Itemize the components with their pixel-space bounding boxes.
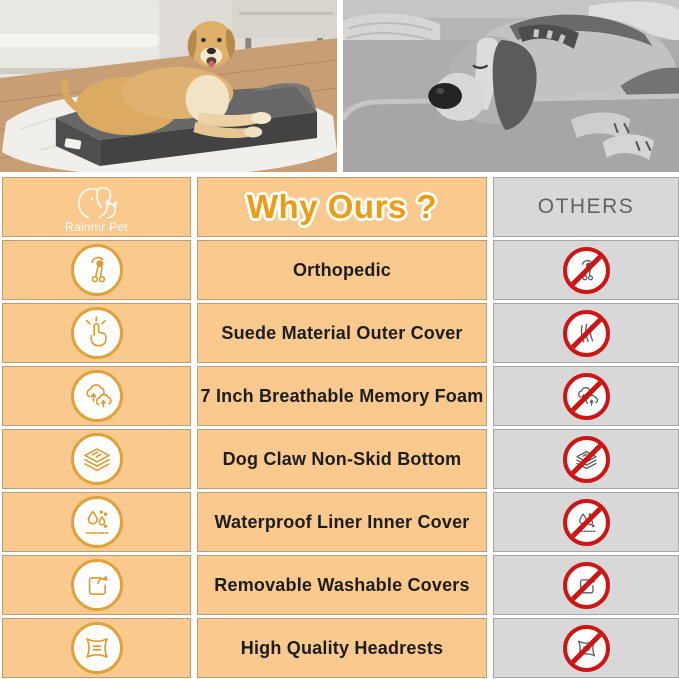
feature-label-cell bbox=[197, 555, 487, 615]
photo-dog-on-couch bbox=[343, 0, 679, 172]
others-cell bbox=[493, 492, 679, 552]
others-cell bbox=[493, 555, 679, 615]
feature-label: High Quality Headrests bbox=[240, 637, 444, 658]
others-cell bbox=[493, 429, 679, 489]
feature-label-cell bbox=[197, 240, 487, 300]
brand-logo-cell bbox=[2, 177, 191, 237]
feature-label: Waterproof Liner Inner Cover bbox=[214, 511, 470, 532]
feature-label-cell bbox=[197, 618, 487, 678]
others-cell bbox=[493, 303, 679, 363]
hip-joint-icon bbox=[71, 244, 123, 296]
feature-label-cell bbox=[197, 366, 487, 426]
waterproof-drops-icon bbox=[71, 496, 123, 548]
product-photos bbox=[0, 0, 679, 172]
hand-tap-icon bbox=[71, 307, 123, 359]
feature-label: Removable Washable Covers bbox=[214, 574, 470, 595]
feature-label: Suede Material Outer Cover bbox=[221, 322, 463, 343]
photo-dog-on-bed bbox=[0, 0, 337, 172]
layered-mat-icon bbox=[71, 433, 123, 485]
feature-icon-cell bbox=[2, 303, 191, 363]
basset-hound-sleeping-illustration bbox=[343, 0, 679, 172]
feature-icon-cell bbox=[2, 555, 191, 615]
golden-retriever-on-bed-illustration bbox=[0, 0, 337, 172]
feature-icon-cell bbox=[2, 618, 191, 678]
prohibited-layered-mat-icon bbox=[563, 436, 610, 483]
others-cell bbox=[493, 618, 679, 678]
breathable-foam-icon bbox=[71, 370, 123, 422]
brand-name: Rainmr Pet bbox=[64, 219, 129, 234]
prohibited-scratch-icon bbox=[563, 310, 610, 357]
prohibited-breathable-foam-icon bbox=[563, 373, 610, 420]
others-cell bbox=[493, 240, 679, 300]
feature-label: 7 Inch Breathable Memory Foam bbox=[200, 385, 484, 406]
dog-cat-line-logo-icon bbox=[65, 183, 129, 223]
feature-label: Orthopedic bbox=[292, 259, 391, 280]
feature-icon-cell bbox=[2, 366, 191, 426]
feature-icon-cell bbox=[2, 492, 191, 552]
removable-cover-icon bbox=[71, 559, 123, 611]
others-cell bbox=[493, 366, 679, 426]
feature-label-cell bbox=[197, 492, 487, 552]
ours-header-cell bbox=[197, 177, 487, 237]
feature-label-cell bbox=[197, 303, 487, 363]
prohibited-waterproof-drops-icon bbox=[563, 499, 610, 546]
feature-label: Dog Claw Non-Skid Bottom bbox=[222, 448, 462, 469]
feature-label-cell bbox=[197, 429, 487, 489]
prohibited-hip-joint-icon bbox=[563, 247, 610, 294]
headrest-pillow-icon bbox=[71, 622, 123, 674]
comparison-table bbox=[2, 177, 679, 678]
prohibited-headrest-pillow-icon bbox=[563, 625, 610, 672]
feature-icon-cell bbox=[2, 240, 191, 300]
others-header-title: OTHERS bbox=[537, 195, 635, 218]
feature-icon-cell bbox=[2, 429, 191, 489]
ours-header-title: Why Ours ? bbox=[246, 188, 438, 225]
others-header-cell bbox=[493, 177, 679, 237]
prohibited-removable-cover-icon bbox=[563, 562, 610, 609]
